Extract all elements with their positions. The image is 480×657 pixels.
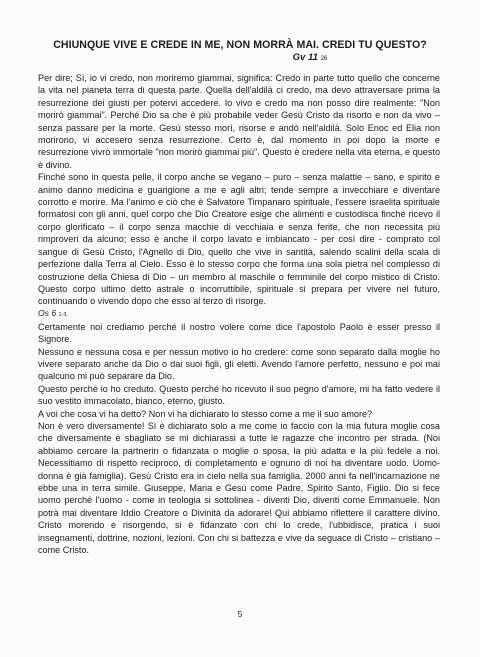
paragraph-4: Nessuno e nessuna cosa e per nessun motivo io ho credere: come sono separato dalla moglie ho vivere separato anche da Dio o dai suoi figli, gli eletti. Avendo l'amore perfetto, nessuno e poi mai qualcuno mi può separare da Dio. xyxy=(38,346,440,382)
paragraph-6: A voi che cosa vi ha detto? Non vi ha dichiarato lo stesso come a me il suo amore? xyxy=(38,408,373,419)
paragraph-3: Certamente noi crediamo perché il nostro volere come dice l'apostolo Paolo è esser presso il Signore. xyxy=(38,321,440,345)
citation-book: Os 6 xyxy=(38,307,57,318)
paragraph-1: Per dire; Sì, io vi credo, non moriremo giammai, significa: Credo in parte tutto quello che concerne la vita nel pianeta terra di questa parte. Quella dell'aldilà ci credo, ma devo attraversare prima la resurrezione dei giusti per potervi accedere. Io vivo e credo ma non posso dire realmente: "Non morirò giammai". Perché Dio sa che è più probabile veder Gesù Cristo da risorto e non da vivo – senza passare per la morte. Gesù stesso morì, risorse e andò nell'aldilà. Solo Enoc ed Elia non morirono, vi accesero senza resurrezione. Certo è, dal momento in poi dopo la morte e resurrezione vivrò immortale "non morirò giammai più". Questo è credere nella vita eterna, e questo è divino. xyxy=(38,73,440,170)
paragraph-7: Non è vero diversamente! Sì è dichiarato solo a me come io faccio con la mia futura moglie cosa che diversamente è sbagliato se mi dichiarassi a tutte le ragazze che incontro per strada. (Noi abbiamo cercare la partnerin o fidanzata o moglie o sposa, la più adatta e la più fedele a noi. Necessitiamo di rispetto reciproco, di completamento e ognuno di noi ha diventare uodo. Uomo-donna è già famiglia). Gesù Cristo era in cielo nella sua famiglia. 2000 anni fa nell'incarnazione ne ebbe una in terra simile. Giuseppe, Maria e Gesù come Padre, Spirito Santo, Figlio. Dio si fece uomo perché l'uomo - come in teologia si sottolinea - diventi Dio, diventi come Emmanuele. Non potrà mai diventare Iddio Creatore o Divinità da adorare! Qui abbiamo riflettere il carattere divino. Cristo morendo e risorgendo, si è fidanzato con chi lo crede, l'ubbidisce, pratica i suoi insegnamenti, dottrine, nozioni, lezioni. Con chi si battezza e vive da seguace di Cristo – cristiano – come Cristo. xyxy=(38,420,440,556)
scripture-reference-verse: 26 xyxy=(320,56,328,62)
scripture-reference xyxy=(40,52,440,65)
paragraph-5: Questo perché io ho creduto. Questo perché ho ricevuto il suo pegno d'amore, mi ha fatto vedere il suo vestito immacolato, bianco, eterno, giusto. xyxy=(38,383,440,407)
page-header xyxy=(40,39,440,65)
page-number: 5 xyxy=(237,610,243,619)
scripture-reference-book: Gv 11 xyxy=(292,52,319,63)
page-title: CHIUNQUE VIVE E CREDE IN ME, NON MORRÀ MAI. CREDI TU QUESTO? xyxy=(53,39,427,51)
body-text xyxy=(38,72,440,556)
scripture-citation xyxy=(38,308,440,321)
paragraph-2: Finché sono in questa pelle, il corpo anche se vegano – puro – senza malattie – sano, e spirito e animo danno medicina e guarigione a me e agli altri; tende sempre a invecchiare e diventare corrotto e morire. Ma l'animo e ciò che è Salvatore Timpanaro spirituale, l'essere israelita spirituale formatosi con gli anni, quel corpo che Dio Creatore esige che alimenti e custodisca finché ricevo il corpo glorificato – il corpo senza macchie di vecchiaia e senza ferite, che non necessita più rimproveri da alcuno; esso è anche il corpo lavato e imbiancato - per così dire - comprato col sangue di Gesù Cristo, l'Agnello di Dio, quello che vive in santità, salendo scalini della scala di perfezione dalla Terra al Cielo. Esso è lo stesso corpo che forma una sola pietra nel complesso di costruzione della Chiesa di Dio – un membro al maschile o femminile del corpo mistico di Cristo. Questo corpo ultimo detto astrale o incorruttibile, spirituale si prepara per vivere nel futuro, continuando o vivendo dopo che esso al terzo dì risorge. xyxy=(38,172,440,307)
citation-verse: 1-3. xyxy=(58,311,69,318)
